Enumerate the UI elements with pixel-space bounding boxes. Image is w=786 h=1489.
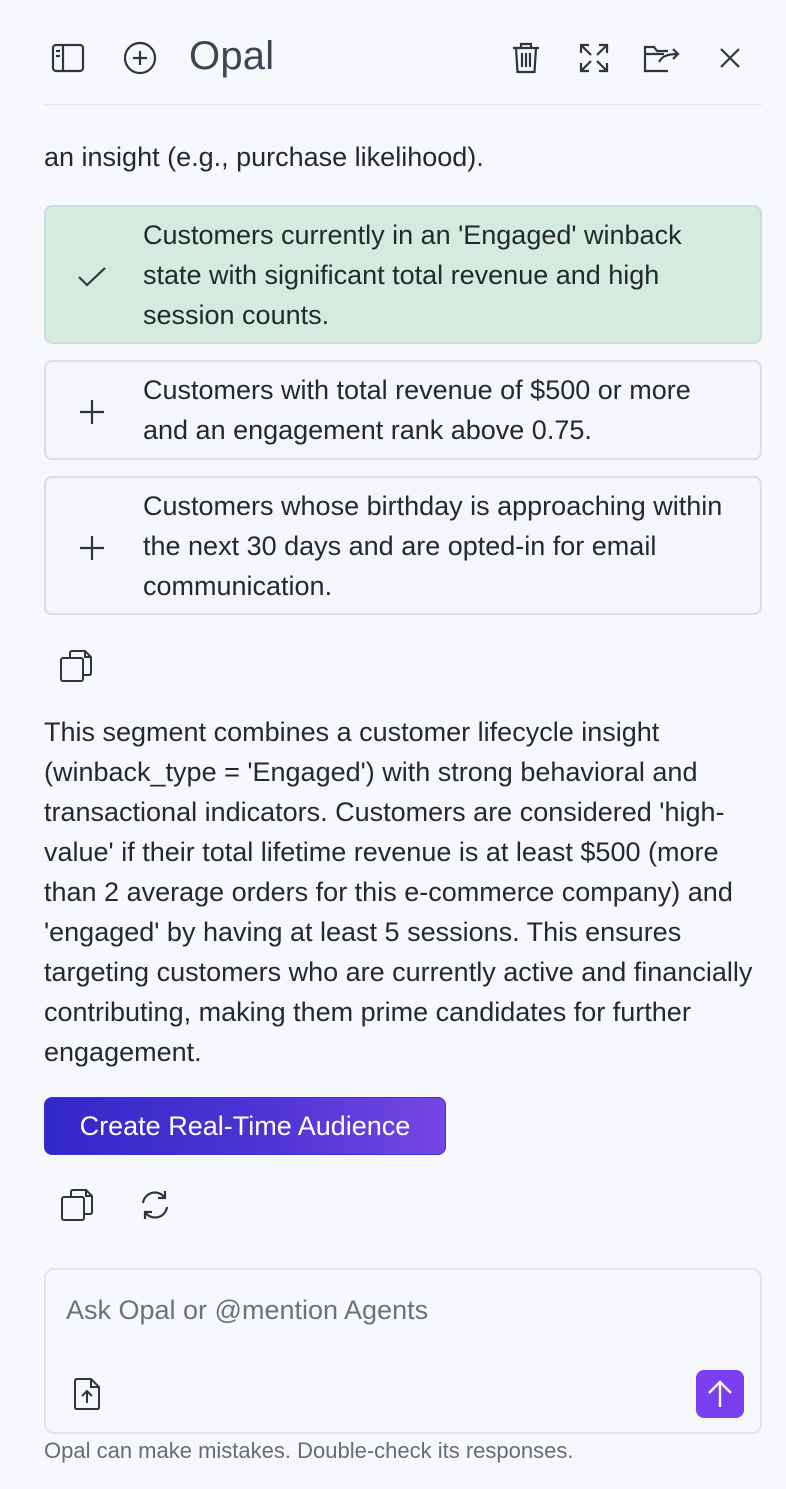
- app-title: Opal: [189, 34, 275, 78]
- arrow-up-icon: [707, 1379, 733, 1409]
- send-button[interactable]: [696, 1370, 744, 1418]
- suggestion-text: Customers currently in an 'Engaged' winback state with significant total revenue and high session counts.: [143, 220, 682, 330]
- suggestion-card[interactable]: [44, 360, 762, 460]
- copy-response-icon[interactable]: [56, 1184, 98, 1226]
- check-icon: [74, 259, 110, 295]
- attach-file-icon[interactable]: [68, 1374, 106, 1414]
- plus-icon[interactable]: [74, 530, 110, 566]
- intro-text: an insight (e.g., purchase likelihood).: [44, 142, 484, 172]
- suggestion-card-selected[interactable]: [44, 205, 762, 344]
- expand-icon[interactable]: [572, 36, 616, 80]
- close-icon[interactable]: [708, 36, 752, 80]
- trash-icon[interactable]: [504, 36, 548, 80]
- plus-icon[interactable]: [74, 394, 110, 430]
- panel-header: [44, 0, 762, 105]
- message-input[interactable]: [66, 1290, 706, 1330]
- suggestion-text: Customers with total revenue of $500 or more and an engagement rank above 0.75.: [143, 375, 691, 445]
- sidebar-toggle-icon[interactable]: [46, 36, 90, 80]
- copy-icon[interactable]: [56, 646, 96, 686]
- disclaimer-text: Opal can make mistakes. Double-check its responses.: [44, 1438, 574, 1463]
- segment-explanation: This segment combines a customer lifecycle insight (winback_type = 'Engaged') with strong behavioral and transactional indicators. Customers are considered 'high-value' if their total lifetime revenue is at least $500 (more than 2 average orders for this e-commerce company) and 'engaged' by having at least 5 sessions. This ensures targeting customers who are currently active and financially contributing, making them prime candidates for further engagement.: [44, 717, 753, 1067]
- create-real-time-audience-button[interactable]: Create Real-Time Audience: [44, 1097, 446, 1155]
- regenerate-icon[interactable]: [134, 1184, 176, 1226]
- suggestion-text: Customers whose birthday is approaching within the next 30 days and are opted-in for email communication.: [143, 491, 723, 601]
- new-chat-icon[interactable]: [118, 36, 162, 80]
- suggestion-card[interactable]: [44, 476, 762, 615]
- open-external-icon[interactable]: [640, 36, 684, 80]
- message-composer: [44, 1268, 762, 1434]
